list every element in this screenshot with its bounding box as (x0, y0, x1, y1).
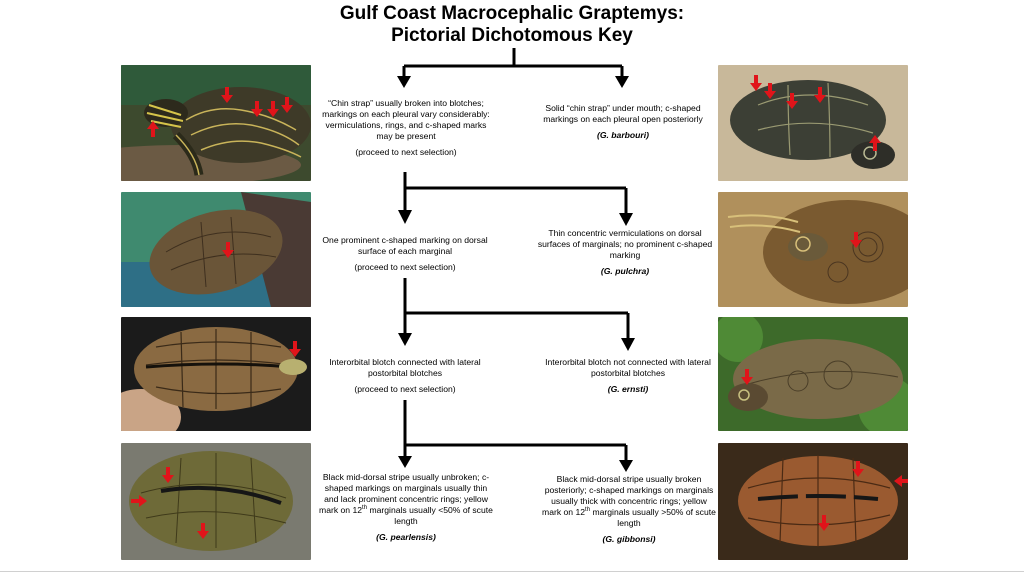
step1-right-text (536, 103, 710, 141)
photo-gibbonsi (718, 443, 908, 560)
photo-pulchra (718, 192, 908, 307)
step2-species: (G. pulchra) (600, 266, 650, 276)
step4-left-text (317, 472, 495, 543)
step2-left-text (318, 235, 492, 273)
key-title-line-1: Gulf Coast Macrocephalic Graptemys: (339, 3, 685, 24)
step4-left-species: (G. pearlensis) (376, 532, 436, 542)
step2-right-description: Thin concentric vermiculations on dorsal surfaces of marginals; no prominent c-shaped marking (537, 228, 713, 260)
step1-proceed: (proceed to next selection) (355, 147, 457, 157)
step1-species: (G. barbouri) (596, 130, 650, 140)
step1-left-description: “Chin strap” usually broken into blotches; markings on each pleural vary considerably: vermiculations, rings, and c-shaped marks may be present (322, 98, 490, 141)
step3-left-description: Interorbital blotch connected with lateral postorbital blotches (329, 357, 481, 378)
slide-bottom-divider (0, 571, 1024, 572)
step3-species: (G. ernsti) (607, 384, 649, 394)
step4-left-description: Black mid-dorsal stripe usually unbroken; c-shaped markings on marginals usually thin and lack prominent concentric rings; yellow mark on 12th marginals usually <50% of scute length (319, 472, 493, 526)
photo-barbouri (718, 65, 908, 181)
step4-right-description: Black mid-dorsal stripe usually broken posteriorly; c-shaped markings on marginals usually thick with concentric rings; yellow mark on 12th marginals usually >50% of scute length (542, 474, 716, 528)
step2-proceed: (proceed to next selection) (354, 262, 456, 272)
step2-left-description: One prominent c-shaped marking on dorsal surface of each marginal (322, 235, 488, 256)
step3-right-text (540, 357, 716, 395)
photo-interorbital-connected (121, 317, 311, 431)
step1-left-text (318, 98, 494, 158)
step4-right-species: (G. gibbonsi) (602, 534, 656, 544)
key-title-line-2: Pictorial Dichotomous Key (391, 25, 633, 46)
step1-right-description: Solid “chin strap” under mouth; c-shaped markings on each pleural open posteriorly (543, 103, 703, 124)
photo-chin-strap-broken (121, 65, 311, 181)
photo-pearlensis (121, 443, 311, 560)
photo-c-shaped-marginal (121, 192, 311, 307)
step3-right-description: Interorbital blotch not connected with lateral postorbital blotches (545, 357, 711, 378)
step3-left-text (322, 357, 488, 395)
step4-right-text (541, 474, 717, 545)
photo-ernsti (718, 317, 908, 431)
step3-proceed: (proceed to next selection) (354, 384, 456, 394)
step2-right-text (536, 228, 714, 277)
